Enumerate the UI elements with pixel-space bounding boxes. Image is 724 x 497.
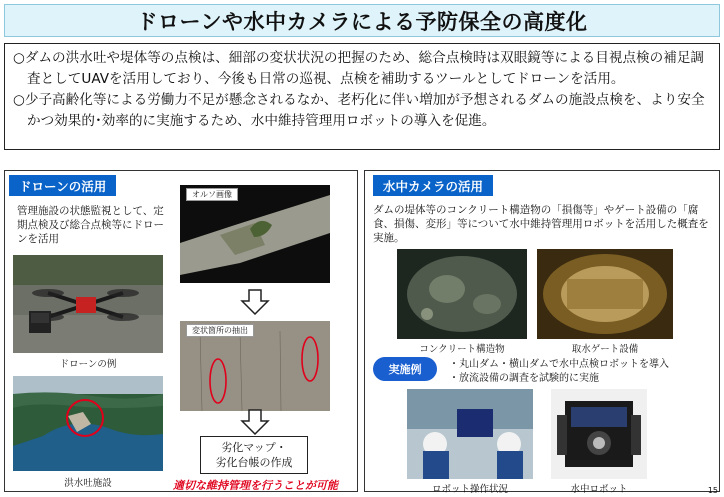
ortho-image xyxy=(180,185,330,283)
drone-description: 管理施設の状態監視として、定期点検及び総合点検等にドローンを活用 xyxy=(17,205,164,245)
drone-panel xyxy=(4,170,358,492)
robot-operation-photo xyxy=(407,389,533,479)
robot-operation-caption: ロボット操作状況 xyxy=(431,484,508,495)
drone-photo xyxy=(13,255,163,353)
example-line-2: ・放流設備の調査を試験的に実施 xyxy=(449,373,599,384)
deterioration-map-box xyxy=(200,436,308,474)
intro-paragraph-2: ○少子高齢化等による労働力不足が懸念されるなか、老朽化に伴い増加が予想されるダムの施設点検を、より安全かつ効果的･効率的に実施するため、水中維持管理用ロボットの導入を促進。 xyxy=(13,92,705,129)
output-line-1: 劣化マップ・ xyxy=(221,441,287,454)
intro-paragraph-1: ○ダムの洪水吐や堤体等の点検は、細部の変状状況の把握のため、総合点検時は双眼鏡等による目視点検の補足調査としてUAVを活用しており、今後も日常の巡視、点検を補助するツールとしてドローンを活用。 xyxy=(13,50,705,87)
ortho-label: オルソ画像 xyxy=(186,188,238,201)
drone-tab: ドローンの活用 xyxy=(9,175,116,196)
underwater-robot-photo xyxy=(551,389,647,479)
intro-box xyxy=(4,43,720,150)
spillway-photo xyxy=(13,376,163,471)
defect-image xyxy=(180,321,330,411)
title-bar xyxy=(4,4,720,37)
spillway-photo-caption: 洪水吐施設 xyxy=(64,478,112,489)
down-arrow-icon xyxy=(240,289,270,315)
down-arrow-icon xyxy=(240,409,270,435)
intake-gate-caption: 取水ゲート設備 xyxy=(571,344,639,355)
underwater-description: ダムの堤体等のコンクリート構造物の「損傷等」やゲート設備の「腐食、損傷、変形」等について水中維持管理用ロボットを活用した概査を実施。 xyxy=(373,204,709,244)
concrete-photo xyxy=(397,249,527,339)
example-badge: 実施例 xyxy=(373,357,437,381)
underwater-tab: 水中カメラの活用 xyxy=(373,175,493,196)
example-line-1: ・丸山ダム・横山ダムで水中点検ロボットを導入 xyxy=(449,359,669,370)
underwater-panel xyxy=(364,170,720,495)
intake-gate-photo xyxy=(537,249,673,339)
underwater-robot-caption: 水中ロボット xyxy=(570,484,628,495)
defect-label: 変状箇所の抽出 xyxy=(186,324,254,337)
output-line-2: 劣化台帳の作成 xyxy=(215,456,293,469)
maintenance-note: 適切な維持管理を行うことが可能 xyxy=(173,479,338,492)
concrete-caption: コンクリート構造物 xyxy=(419,344,505,355)
drone-photo-caption: ドローンの例 xyxy=(59,359,117,370)
page-title: ドローンや水中カメラによる予防保全の高度化 xyxy=(136,9,588,34)
page-number: 15 xyxy=(707,486,718,495)
